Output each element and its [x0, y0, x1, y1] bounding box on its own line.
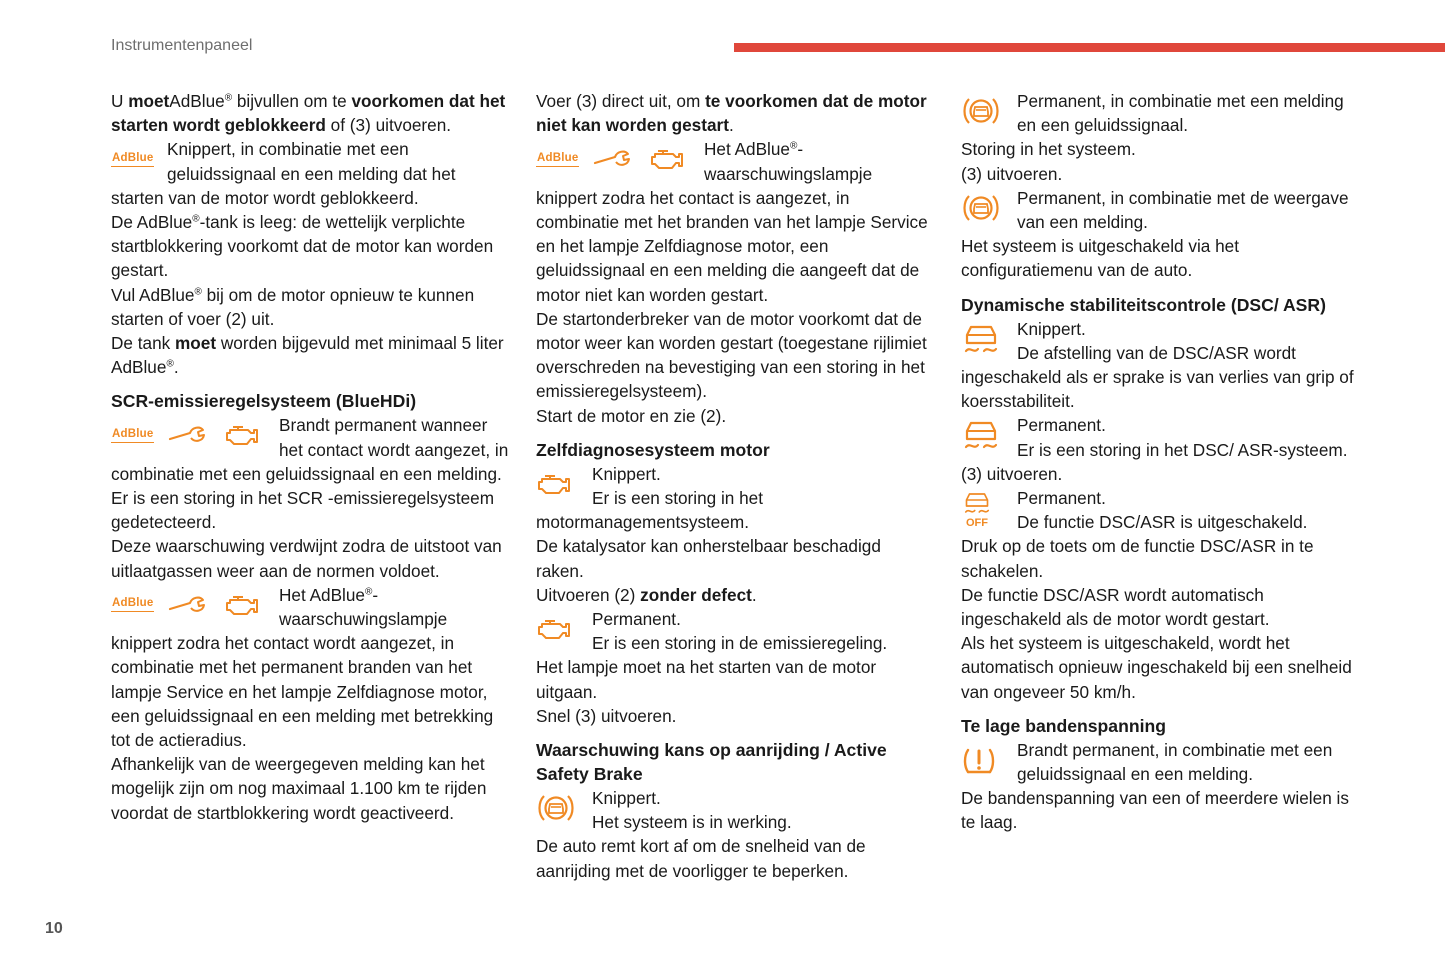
paragraph-do-3: (3) uitvoeren.: [961, 163, 1063, 184]
paragraph-immobilizer: De startonderbreker van de motor voorkomt dat de motor weer kan worden gestart (toegestane rijlimiet overschreden na bevestiging van een storing in het emissieregelsysteem).: [536, 308, 927, 402]
adblue-icon: AdBlue: [111, 428, 154, 443]
wrench-icon: [168, 425, 208, 445]
warning-asb-disabled: Permanent, in combinatie met de weergave van een melding.: [961, 186, 1366, 234]
paragraph-do-3b: (3) uitvoeren.: [961, 463, 1063, 484]
icon-group: [536, 786, 586, 830]
paragraph-disabled-config: Het systeem is uitgeschakeld via het configuratiemenu van de auto.: [961, 236, 1239, 281]
adblue-icon: AdBlue: [111, 152, 154, 167]
icon-group: [961, 738, 1011, 782]
paragraph-adblue-refill: U moetAdBlue® bijvullen om te voorkomen dat het starten wordt geblokkeerd of (3) uitvoeren.: [111, 91, 506, 136]
warning-tire-pressure: Brandt permanent, in combinatie met een geluidssignaal en een melding.: [961, 738, 1366, 786]
page-header-title: Instrumentenpaneel: [111, 37, 253, 54]
paragraph-press-button: Druk op de toets om de functie DSC/ASR in te schakelen.: [961, 536, 1314, 581]
warning-adblue-range: AdBlue Het AdBlue®-waarschuwingslampje knippert zodra het contact wordt aangezet, in combinatie met het permanent branden van het lampje Service en het lampje Zelfdiagnose motor, een geluidssignaal en een melding met betrekking tot de actieradius.: [111, 584, 494, 751]
warning-asb-permanent-fault: Permanent, in combinatie met een melding en een geluidssignaal.: [961, 89, 1366, 137]
column-2: [536, 89, 931, 883]
icon-group: [961, 317, 1011, 361]
heading-tire-pressure: Te lage bandenspanning: [961, 715, 1166, 736]
off-label: OFF: [966, 516, 988, 529]
heading-scr: SCR-emissieregelsysteem (BlueHDi): [111, 391, 417, 412]
paragraph-low-pressure: De bandenspanning van een of meerdere wielen is te laag.: [961, 788, 1349, 833]
warning-asb-flashing: Knippert. Het systeem is in werking.: [536, 786, 931, 834]
icon-group: [111, 413, 273, 457]
paragraph-lamp-off: Het lampje moet na het starten van de motor uitgaan.: [536, 657, 877, 702]
adblue-icon: AdBlue: [536, 152, 579, 167]
icon-group: [961, 186, 1011, 230]
paragraph-no-defect: Uitvoeren (2) zonder defect.: [536, 584, 757, 605]
icon-group: [536, 607, 586, 651]
icon-group: [961, 413, 1011, 457]
warning-dsc-permanent: Permanent. Er is een storing in het DSC/ ASR-systeem.: [961, 413, 1366, 461]
icon-group: [111, 137, 161, 181]
engine-icon: [649, 146, 685, 172]
paragraph-brake-action: De auto remt kort af om de snelheid van de aanrijding met de voorligger te beperken.: [536, 836, 866, 881]
heading-active-safety-brake: Waarschuwing kans op aanrijding / Active Safety Brake: [536, 740, 887, 785]
engine-icon: [536, 471, 572, 497]
icon-group: [961, 486, 1011, 530]
engine-icon: [224, 592, 260, 618]
paragraph-remaining-km: Afhankelijk van de weergegeven melding kan het mogelijk zijn om nog maximaal 1.100 km te rijden voordat de startblokkering wordt geactiveerd.: [111, 754, 487, 823]
wrench-icon: [168, 595, 208, 615]
icon-group: [536, 137, 698, 181]
icon-group: [536, 462, 586, 506]
page-number: 10: [45, 920, 63, 937]
dsc-off-icon: [961, 488, 993, 529]
warning-engine-permanent: Permanent. Er is een storing in de emissieregeling.: [536, 607, 931, 655]
column-1: [111, 89, 509, 825]
heading-dsc: Dynamische stabiliteitscontrole (DSC/ ASR): [961, 294, 1326, 315]
paragraph-auto-reenable: Als het systeem is uitgeschakeld, wordt het automatisch opnieuw ingeschakeld bij een snelheid van ongeveer 50 km/h.: [961, 633, 1352, 702]
warning-scr-permanent: AdBlue Brandt permanent wanneer het contact wordt aangezet, in combinatie met een geluidssignaal en een melding.: [111, 415, 509, 484]
paragraph-system-fault: Storing in het systeem.: [961, 139, 1136, 160]
engine-icon: [224, 422, 260, 448]
warning-dsc-off: OFF Permanent. De functie DSC/ASR is uitgeschakeld.: [961, 486, 1366, 534]
engine-icon: [536, 616, 572, 642]
paragraph-scr-fault: Er is een storing in het SCR -emissieregelsysteem gedetecteerd.: [111, 488, 495, 533]
warning-dsc-flashing: Knippert. De afstelling van de DSC/ASR wordt ingeschakeld als er sprake is van verlies van grip of koersstabiliteit.: [961, 318, 1354, 412]
paragraph-refill: Vul AdBlue® bij om de motor opnieuw te kunnen starten of voer (2) uit.: [111, 284, 475, 329]
paragraph-start-engine: Start de motor en zie (2).: [536, 405, 727, 426]
icon-group: [961, 89, 1011, 133]
active-safety-brake-icon: [536, 790, 576, 826]
adblue-icon: AdBlue: [111, 597, 154, 612]
dsc-icon: [961, 415, 1001, 455]
active-safety-brake-icon: [961, 93, 1001, 129]
paragraph-catalyst: De katalysator kan onherstelbaar beschadigd raken.: [536, 536, 881, 581]
heading-engine-diagnosis: Zelfdiagnosesysteem motor: [536, 439, 770, 460]
column-3: [961, 89, 1366, 835]
paragraph-tank-empty: De AdBlue®-tank is leeg: de wettelijk verplichte startblokkering voorkomt dat de motor kan worden gestart.: [111, 212, 494, 281]
warning-engine-flashing: Knippert. Er is een storing in het motormanagementsysteem.: [536, 463, 764, 533]
active-safety-brake-icon: [961, 190, 1001, 226]
paragraph-do-now: Voer (3) direct uit, om te voorkomen dat de motor niet kan worden gestart.: [536, 91, 927, 136]
dsc-icon: [961, 319, 1001, 359]
wrench-icon: [593, 149, 633, 169]
header-accent-bar: [734, 43, 1445, 52]
icon-group: [111, 583, 273, 627]
paragraph-quick: Snel (3) uitvoeren.: [536, 705, 677, 726]
warning-adblue-blocked: AdBlue Knippert, in combinatie met een geluidssignaal en een melding dat het starten van de motor wordt geblokkeerd.: [111, 139, 456, 208]
paragraph-auto-on: De functie DSC/ASR wordt automatisch ingeschakeld als de motor wordt gestart.: [961, 584, 1270, 630]
warning-adblue-start-blocked: AdBlue Het AdBlue®-waarschuwingslampje knippert zodra het contact is aangezet, in combinatie met het branden van het lampje Service en het lampje Zelfdiagnose motor, een geluidssignaal en een melding die aangeeft dat de motor niet kan worden gestart.: [536, 139, 928, 305]
paragraph-warning-clears: Deze waarschuwing verdwijnt zodra de uitstoot van uitlaatgassen weer aan de normen voldoet.: [111, 536, 502, 581]
tire-pressure-icon: [961, 742, 997, 778]
paragraph-min-liters: De tank moet worden bijgevuld met minimaal 5 liter AdBlue®.: [111, 333, 504, 378]
